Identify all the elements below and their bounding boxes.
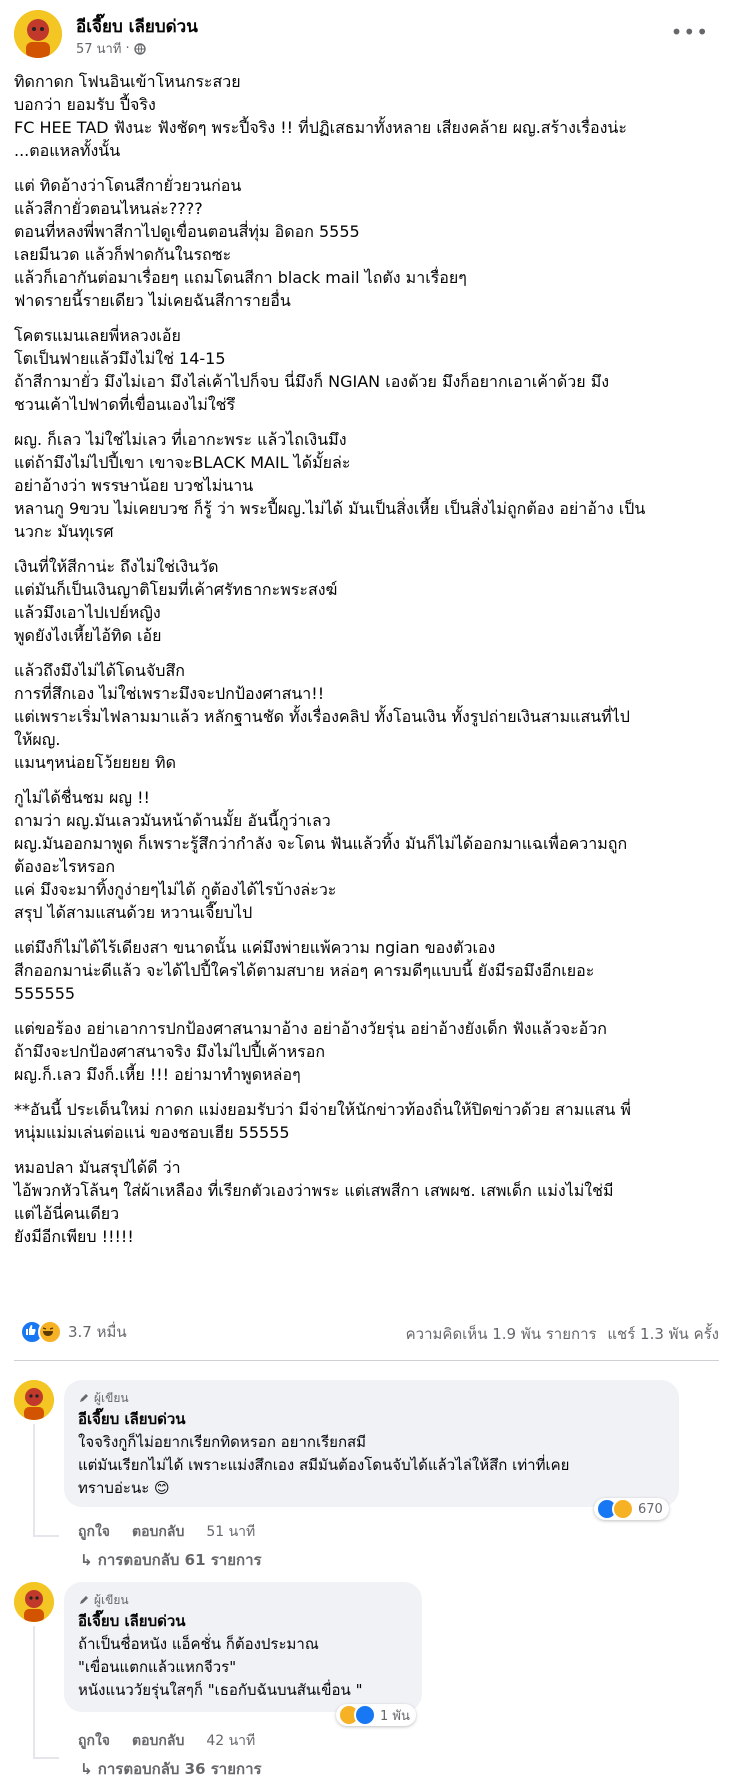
post-text-line: แต่ไอ้นี่คนเดียว <box>14 1204 120 1223</box>
post-text-line: สีกออกมาน่ะดีแล้ว จะได้ไปปี้ใครได้ตามสบาย หล่อๆ คารมดีๆแบบนี้ ยังมีรอมึงอีกเยอะ <box>14 961 595 980</box>
post-paragraph <box>14 659 719 774</box>
post-text-line: ไอ้พวกหัวโล้นๆ ใส่ผ้าเหลือง ที่เรียกตัวเองว่าพระ แต่เสพสีกา เสพผช. เสพเด็ก แม่งไม่ใช่มี <box>14 1181 614 1200</box>
post-text-line: กูไม่ได้ชื่นชม ผญ !! <box>14 788 150 807</box>
author-badge-label: ผู้เขียน <box>94 1592 129 1607</box>
post-text-line: ถ้ามึงจะปกป้องศาสนาจริง มึงไม่ไปปี้เค้าหรอก <box>14 1042 326 1061</box>
post-text-line: บอกว่า ยอมรับ ปี้จริง <box>14 95 156 114</box>
thread-line <box>33 1424 35 1536</box>
commenter-avatar[interactable] <box>14 1582 54 1622</box>
post-text-line: เลยมีนวด แล้วก็ฟาดกันในรถซะ <box>14 245 232 264</box>
post-text-line: โคตรแมนเลยพี่หลวงเอ้ย <box>14 326 181 345</box>
post-paragraph <box>14 786 719 924</box>
post-text-line: หนุ่มแม่มเล่นต่อแน่ ของชอบเฮีย 55555 <box>14 1123 290 1142</box>
globe-icon <box>134 43 146 55</box>
post-text-line: ฟาดรายนี้รายเดียว ไม่เคยฉันสีการายอื่น <box>14 291 291 310</box>
post-meta <box>76 38 146 59</box>
haha-reaction-icon <box>612 1498 634 1520</box>
post-reactions[interactable] <box>20 1320 127 1344</box>
comment-2 <box>14 1582 719 1782</box>
post-text-line: ผญ.ก็.เลว มึงก็.เหี้ย !!! อย่ามาทำพูดหล่อๆ <box>14 1065 301 1084</box>
comment-bubble <box>64 1582 422 1712</box>
post-text-line: ถ้าสีกามายั่ว มึงไม่เอา มึงไล่เค้าไปก็จบ นี่มึงก็ NGIAN เองด้วย มึงก็อยากเอาเค้าด้วย มึง <box>14 372 610 391</box>
comment-text-line: "เขื่อนแตกแล้วแหกจีวร" <box>78 1658 237 1676</box>
view-replies-link[interactable] <box>80 1548 262 1572</box>
like-button[interactable]: ถูกใจ <box>78 1524 110 1540</box>
reply-button[interactable]: ตอบกลับ <box>132 1524 185 1540</box>
post-paragraph <box>14 174 719 312</box>
post-author-name[interactable]: อีเจี๊ยบ เลียบด่วน <box>76 17 198 37</box>
pen-icon <box>78 1392 90 1404</box>
post-stats-bar <box>14 1318 719 1346</box>
post-text-line: แมนๆหน่อยโว้ยยยย ทิด <box>14 753 176 772</box>
post-paragraph <box>14 1098 719 1144</box>
post-text-line: แต่ถ้ามึงไม่ไปปี้เขา เขาจะBLACK MAIL ได้มั้ยล่ะ <box>14 453 351 472</box>
comment-time[interactable]: 51 นาที <box>206 1524 256 1540</box>
comment-1 <box>14 1380 719 1580</box>
post-engagement-counts <box>406 1322 719 1346</box>
post-text-line: นวกะ มันทุเรศ <box>14 522 114 541</box>
thread-line <box>33 1535 59 1537</box>
comment-text-line: แต่มันเรียกไม่ได้ เพราะแม่งสึกเอง สมีมันต้องโดนจับได้แล้วไล่ให้สึก เท่าที่เคย <box>78 1456 570 1474</box>
reply-arrow-icon: ↳ <box>80 1551 98 1569</box>
comment-bubble <box>64 1380 679 1507</box>
haha-reaction-icon <box>38 1320 62 1344</box>
post-text-line: ทิดกาดก โฟนอินเข้าโหนกระสวย <box>14 72 241 91</box>
post-paragraph <box>14 428 719 543</box>
post-text-line: 555555 <box>14 984 76 1003</box>
author-avatar[interactable] <box>14 10 62 58</box>
comment-actions <box>78 1730 255 1752</box>
post-text-line: ยังมีอีกเพียบ !!!!! <box>14 1227 134 1246</box>
replies-count: การตอบกลับ 61 รายการ <box>97 1551 262 1569</box>
more-options-icon[interactable]: ••• <box>670 20 709 44</box>
meta-separator: · <box>125 41 130 56</box>
share-count[interactable]: แชร์ 1.3 พัน ครั้ง <box>607 1325 719 1343</box>
post-paragraph <box>14 1017 719 1086</box>
post-text-line: แค่ มึงจะมาทิ้งกูง่ายๆไม่ได้ กูต้องได้ไรบ้างล่ะวะ <box>14 880 337 899</box>
author-badge <box>78 1388 665 1408</box>
post-text-line: ให้ผญ. <box>14 730 61 749</box>
post-text-line: แต่ขอร้อง อย่าเอาการปกป้องศาสนามาอ้าง อย่าอ้างวัยรุ่น อย่าอ้างยังเด็ก ฟังแล้วจะอ้วก <box>14 1019 607 1038</box>
author-badge-label: ผู้เขียน <box>94 1390 129 1405</box>
post-text-line: แล้วถึงมึงไม่ได้โดนจับสึก <box>14 661 185 680</box>
post-text-line: หลานกู 9ขวบ ไม่เคยบวช ก็รู้ ว่า พระปี้ผญ.ไม่ได้ มันเป็นสิ่งเหี้ย เป็นสิ่งไม่ถูกต้อง อย่าอ้าง เป็น <box>14 499 646 518</box>
thread-line <box>33 1757 59 1759</box>
commenter-avatar[interactable] <box>14 1380 54 1420</box>
post-time[interactable]: 57 นาที <box>76 42 122 57</box>
post-text-line: ต้องอะไรหรอก <box>14 857 116 876</box>
view-replies-link[interactable] <box>80 1757 262 1781</box>
post-paragraph <box>14 555 719 647</box>
post-text-line: ...ตอแหลทั้งนั้น <box>14 141 121 160</box>
replies-count: การตอบกลับ 36 รายการ <box>97 1760 262 1778</box>
post-text-line: FC HEE TAD ฟังนะ ฟังชัดๆ พระปี้จริง !! ที่ปฏิเสธมาทั้งหลาย เสียงคล้าย ผญ.สร้างเรื่องน่ะ <box>14 118 627 137</box>
comment-reactions[interactable] <box>594 1498 669 1520</box>
post-text-line: เงินที่ให้สีกาน่ะ ถึงไม่ใช่เงินวัด <box>14 557 219 576</box>
post-header <box>14 10 719 60</box>
comment-text-line: หนังแนววัยรุ่นใสๆก็ "เธอกับฉันบนสันเขื่อน " <box>78 1681 363 1699</box>
reply-arrow-icon: ↳ <box>80 1760 98 1778</box>
comment-text-line: ทราบอ่ะนะ 😊 <box>78 1479 170 1497</box>
post-text-line: **อันนี้ ประเด็นใหม่ กาดก แม่งยอมรับว่า มีจ่ายให้นักข่าวท้องถิ่นให้ปิดข่าวด้วย สามแสน พี่ <box>14 1100 631 1119</box>
post-text-line: พูดยังไงเหี้ยไอ้ทิด เอ้ย <box>14 626 162 645</box>
comment-author-name[interactable]: อีเจี๊ยบ เลียบด่วน <box>78 1410 186 1428</box>
post-paragraph <box>14 1156 719 1248</box>
post-text-line: แล้วสีกายั่วตอนไหนล่ะ???? <box>14 199 203 218</box>
comment-author-name[interactable]: อีเจี๊ยบ เลียบด่วน <box>78 1612 186 1630</box>
post-text-line: ผญ. ก็เลว ไม่ใช่ไม่เลว ที่เอากะพระ แล้วไถเงินมึง <box>14 430 347 449</box>
post-text-line: หมอปลา มันสรุปได้ดี ว่า <box>14 1158 181 1177</box>
author-badge <box>78 1590 408 1610</box>
post-text-line: แล้วก็เอากันต่อมาเรื่อยๆ แถมโดนสีกา black mail ไถตัง มาเรื่อยๆ <box>14 268 467 287</box>
reply-button[interactable]: ตอบกลับ <box>132 1733 185 1749</box>
comment-reactions[interactable] <box>336 1704 416 1726</box>
comment-time[interactable]: 42 นาที <box>206 1733 256 1749</box>
post-text-line: แต่มึงก็ไม่ได้ไร้เดียงสา ขนาดนั้น แค่มึงพ่ายแพ้ความ ngian ของตัวเอง <box>14 938 496 957</box>
comment-reaction-count: 670 <box>638 1501 663 1517</box>
post-text-line: การที่สึกเอง ไม่ใช่เพราะมึงจะปกป้องศาสนา!! <box>14 684 325 703</box>
post-body-text <box>14 70 719 1260</box>
post-text-line: แต่เพราะเริ่มไฟลามมาแล้ว หลักฐานชัด ทั้งเรื่องคลิป ทั้งโอนเงิน ทั้งรูปถ่ายเงินสามแสนที่ไป <box>14 707 630 726</box>
comment-text-line: ถ้าเป็นชื่อหนัง แอ็คชั่น ก็ต้องประมาณ <box>78 1635 319 1653</box>
post-text-line: โตเป็นฟายแล้วมึงไม่ใช่ 14-15 <box>14 349 226 368</box>
like-button[interactable]: ถูกใจ <box>78 1733 110 1749</box>
post-text-line: ชวนเค้าไปฟาดที่เขื่อนเองไม่ใช่รึ <box>14 395 236 414</box>
post-text-line: สรุป ได้สามแสนด้วย หวานเจี๊ยบไป <box>14 903 253 922</box>
post-text-line: ถามว่า ผญ.มันเลวมันหน้าด้านมั้ย อันนี้กูว่าเลว <box>14 811 331 830</box>
like-reaction-icon <box>354 1704 376 1726</box>
post-text-line: อย่าอ้างว่า พรรษาน้อย บวชไม่นาน <box>14 476 254 495</box>
comment-reaction-count: 1 พัน <box>380 1708 410 1724</box>
post-paragraph <box>14 70 719 162</box>
post-paragraph <box>14 936 719 1005</box>
post-paragraph <box>14 324 719 416</box>
reaction-count[interactable]: 3.7 หมื่น <box>68 1323 127 1341</box>
thread-line <box>33 1626 35 1758</box>
post-text-line: ผญ.มันออกมาพูด ก็เพราะรู้สึกว่ากำลัง จะโดน ฟันแล้วทิ้ง มันก็ไม่ได้ออกมาแฉเพื่อความถูก <box>14 834 628 853</box>
divider <box>14 1360 719 1361</box>
comment-actions <box>78 1521 255 1543</box>
post-text-line: แต่มันก็เป็นเงินญาติโยมที่เค้าศรัทธากะพระสงฆ์ <box>14 580 338 599</box>
post-text-line: ตอนที่หลงพี่พาสีกาไปดูเขื่อนตอนสี่ทุ่ม อิดอก 5555 <box>14 222 360 241</box>
post-text-line: แล้วมึงเอาไปเปย์หญิง <box>14 603 161 622</box>
comment-count[interactable]: ความคิดเห็น 1.9 พัน รายการ <box>405 1325 597 1343</box>
comment-text-line: ใจจริงกูก็ไม่อยากเรียกทิดหรอก อยากเรียกสมี <box>78 1433 367 1451</box>
post-text-line: แต่ ทิดอ้างว่าโดนสีกายั่วยวนก่อน <box>14 176 242 195</box>
pen-icon <box>78 1594 90 1606</box>
